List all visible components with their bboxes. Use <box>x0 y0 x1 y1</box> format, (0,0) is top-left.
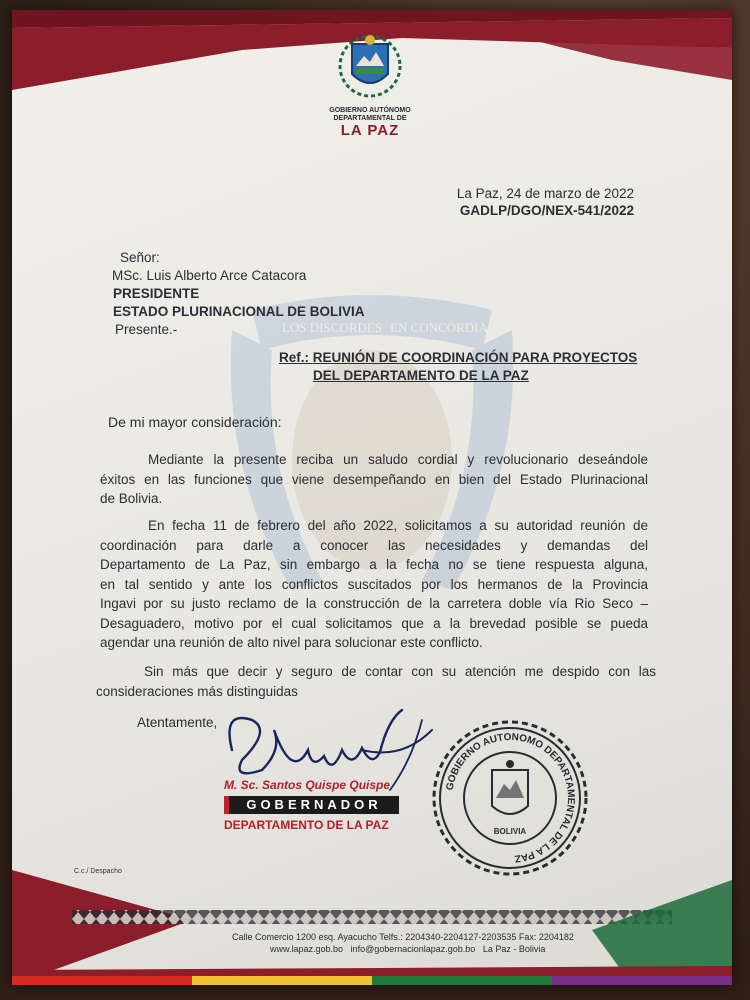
subject-ref <box>279 350 637 365</box>
p2-line: Ingavi por su justo reclamo de la construcción de la carretera doble vía Rio Seco – <box>100 596 648 611</box>
reference-code: GADLP/DGO/NEX-541/2022 <box>459 203 634 218</box>
p2-line: coordinación para darle a conocer las necesidades y demandas del <box>100 537 648 553</box>
p1-line: éxitos en las funciones que viene desempeñando en bien del Estado Plurinacional <box>100 471 648 487</box>
recipient-name: MSc. Luis Alberto Arce Catacora <box>112 268 307 283</box>
bottom-band-decoration <box>12 870 732 985</box>
seal-ring-text: GOBIERNO AUTONOMO DEPARTAMENTAL DE LA PAZ <box>444 731 577 864</box>
subject-line-2: DEL DEPARTAMENTO DE LA PAZ <box>313 368 529 383</box>
p2-line: en tal sentido y ante los conflictos suscitados por los hermanos de la Provincia <box>100 576 648 592</box>
coat-of-arms-icon <box>320 30 420 102</box>
footer-email[interactable]: info@gobernacionlapaz.gob.bo <box>350 944 476 954</box>
footer-location: La Paz - Bolivia <box>482 944 546 954</box>
footer-address: Calle Comercio 1200 esq. Ayacucho Telfs.: 2204340-2204127-2203535 Fax: 2204182 <box>232 932 574 942</box>
p1-line: de Bolivia. <box>100 491 163 506</box>
footer-web[interactable]: www.lapaz.gob.bo <box>270 944 344 954</box>
watermark-text-tr: EN CONCORDIA <box>390 320 488 335</box>
closing: Atentamente, <box>137 715 218 730</box>
recipient-title: PRESIDENTE <box>113 286 200 301</box>
p2-line: Desaguadero, motivo por el cual solicitamos que a la brevedad posible se pueda <box>100 615 648 631</box>
p2-line: En fecha 11 de febrero del año 2022, solicitamos a su autoridad reunión de <box>148 518 648 533</box>
logo-line-3: LA PAZ <box>340 122 400 139</box>
recipient-org: ESTADO PLURINACIONAL DE BOLIVIA <box>113 304 365 319</box>
p2-line: Departamento de La Paz, sin embargo a la fecha no se tiene respuesta alguna, <box>100 557 648 572</box>
cc-note: C.c./ Despacho <box>74 868 122 875</box>
signer-dept: DEPARTAMENTO DE LA PAZ <box>224 818 389 832</box>
p3-line: Sin más que decir y seguro de contar con su atención me despido con las <box>144 664 656 679</box>
presente: Presente.- <box>115 322 178 337</box>
footer-contact <box>270 944 545 954</box>
letter-sheet <box>12 10 732 985</box>
seal-center-text: BOLIVIA <box>493 827 527 836</box>
subject-line-1: REUNIÓN DE COORDINACIÓN PARA PROYECTOS <box>312 350 638 365</box>
paragraph-2 <box>100 516 648 653</box>
handwritten-signature <box>212 690 442 810</box>
signer-role: GOBERNADOR <box>224 796 399 814</box>
greeting: De mi mayor consideración: <box>108 414 282 430</box>
p2-line: agendar una reunión de alto nivel para solucionar este conflicto. <box>100 635 483 650</box>
logo-line-1: GOBIERNO AUTÓNOMO <box>329 107 411 114</box>
watermark-text-tl: LOS DISCORDES <box>282 320 383 335</box>
official-seal <box>430 718 590 878</box>
salutation: Señor: <box>120 250 160 265</box>
place-date: La Paz, 24 de marzo de 2022 <box>456 186 634 201</box>
logo-line-2: DEPARTAMENTAL DE <box>333 115 407 122</box>
subject-ref-label: Ref.: <box>279 350 309 365</box>
department-logo <box>320 30 420 139</box>
p1-line: Mediante la presente reciba un saludo cordial y revolucionario deseándole <box>148 452 648 467</box>
p3-line: consideraciones más distinguidas <box>96 684 298 699</box>
signer-name: M. Sc. Santos Quispe Quispe <box>224 778 391 792</box>
paragraph-1 <box>100 450 648 509</box>
